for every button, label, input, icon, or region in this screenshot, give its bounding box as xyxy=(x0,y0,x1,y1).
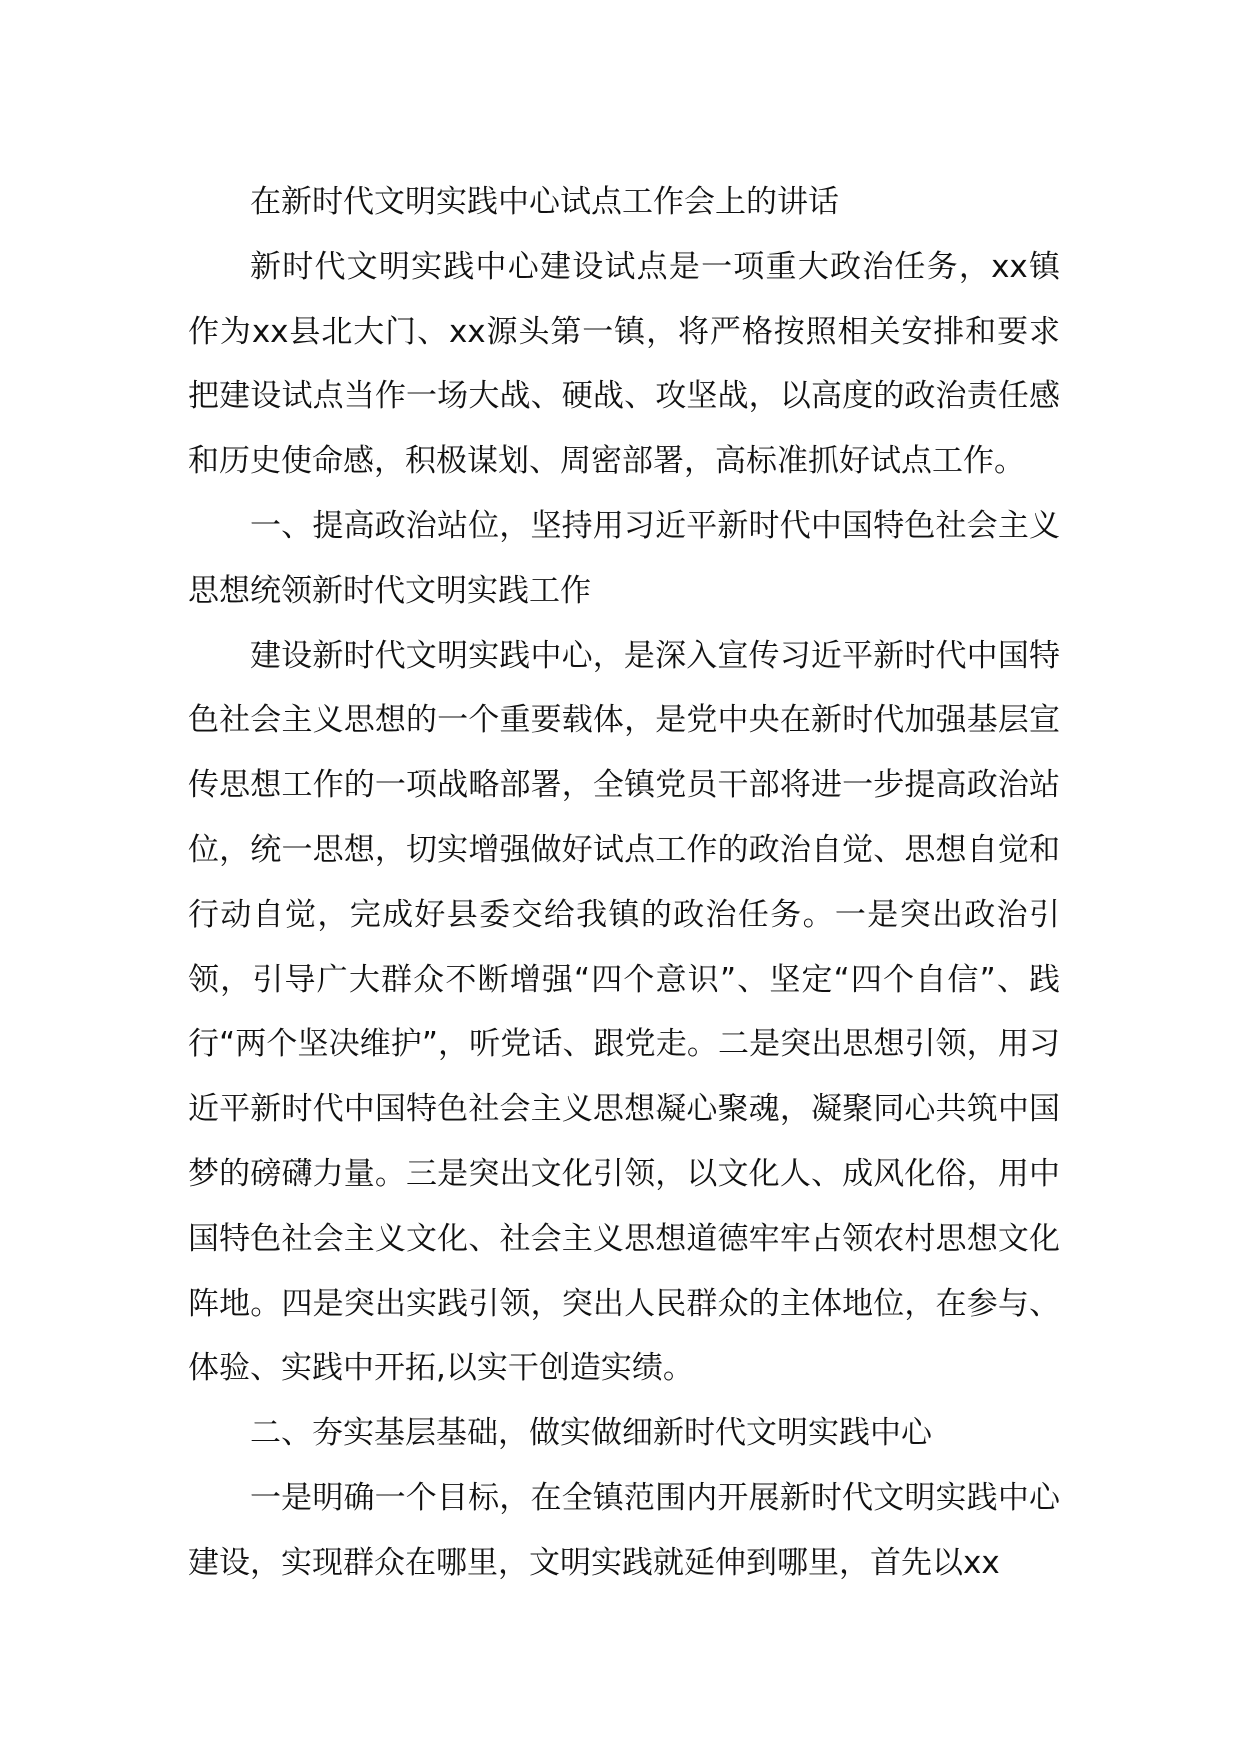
document-body xyxy=(188,170,1060,1596)
document-title: 在新时代文明实践中心试点工作会上的讲话 xyxy=(250,184,839,220)
paragraph-intro: 新时代文明实践中心建设试点是一项重大政治任务，xx镇作为xx县北大门、xx源头第一镇，将严格按照相关安排和要求把建设试点当作一场大战、硬战、攻坚战，以高度的政治责任感和历史使命感，积极谋划、周密部署，高标准抓好试点工作。 xyxy=(188,248,1060,480)
paragraph-section-2: 一是明确一个目标，在全镇范围内开展新时代文明实践中心建设，实现群众在哪里，文明实践就延伸到哪里，首先以xx xyxy=(188,1479,1060,1581)
paragraph-section-1: 建设新时代文明实践中心，是深入宣传习近平新时代中国特色社会主义思想的一个重要载体，是党中央在新时代加强基层宣传思想工作的一项战略部署，全镇党员干部将进一步提高政治站位，统一思想，切实增强做好试点工作的政治自觉、思想自觉和行动自觉，完成好县委交给我镇的政治任务。一是突出政治引领，引导广大群众不断增强“四个意识”、坚定“四个自信”、践行“两个坚决维护”，听党话、跟党走。二是突出思想引领，用习近平新时代中国特色社会主义思想凝心聚魂，凝聚同心共筑中国梦的磅礴力量。三是突出文化引领，以文化人、成风化俗，用中国特色社会主义文化、社会主义思想道德牢牢占领农村思想文化阵地。四是突出实践引领，突出人民群众的主体地位，在参与、体验、实践中开拓,以实干创造实绩。 xyxy=(188,637,1060,1387)
section-heading-1: 一、提高政治站位，坚持用习近平新时代中国特色社会主义思想统领新时代文明实践工作 xyxy=(188,507,1060,609)
section-heading-2: 二、夯实基层基础，做实做细新时代文明实践中心 xyxy=(250,1415,932,1452)
